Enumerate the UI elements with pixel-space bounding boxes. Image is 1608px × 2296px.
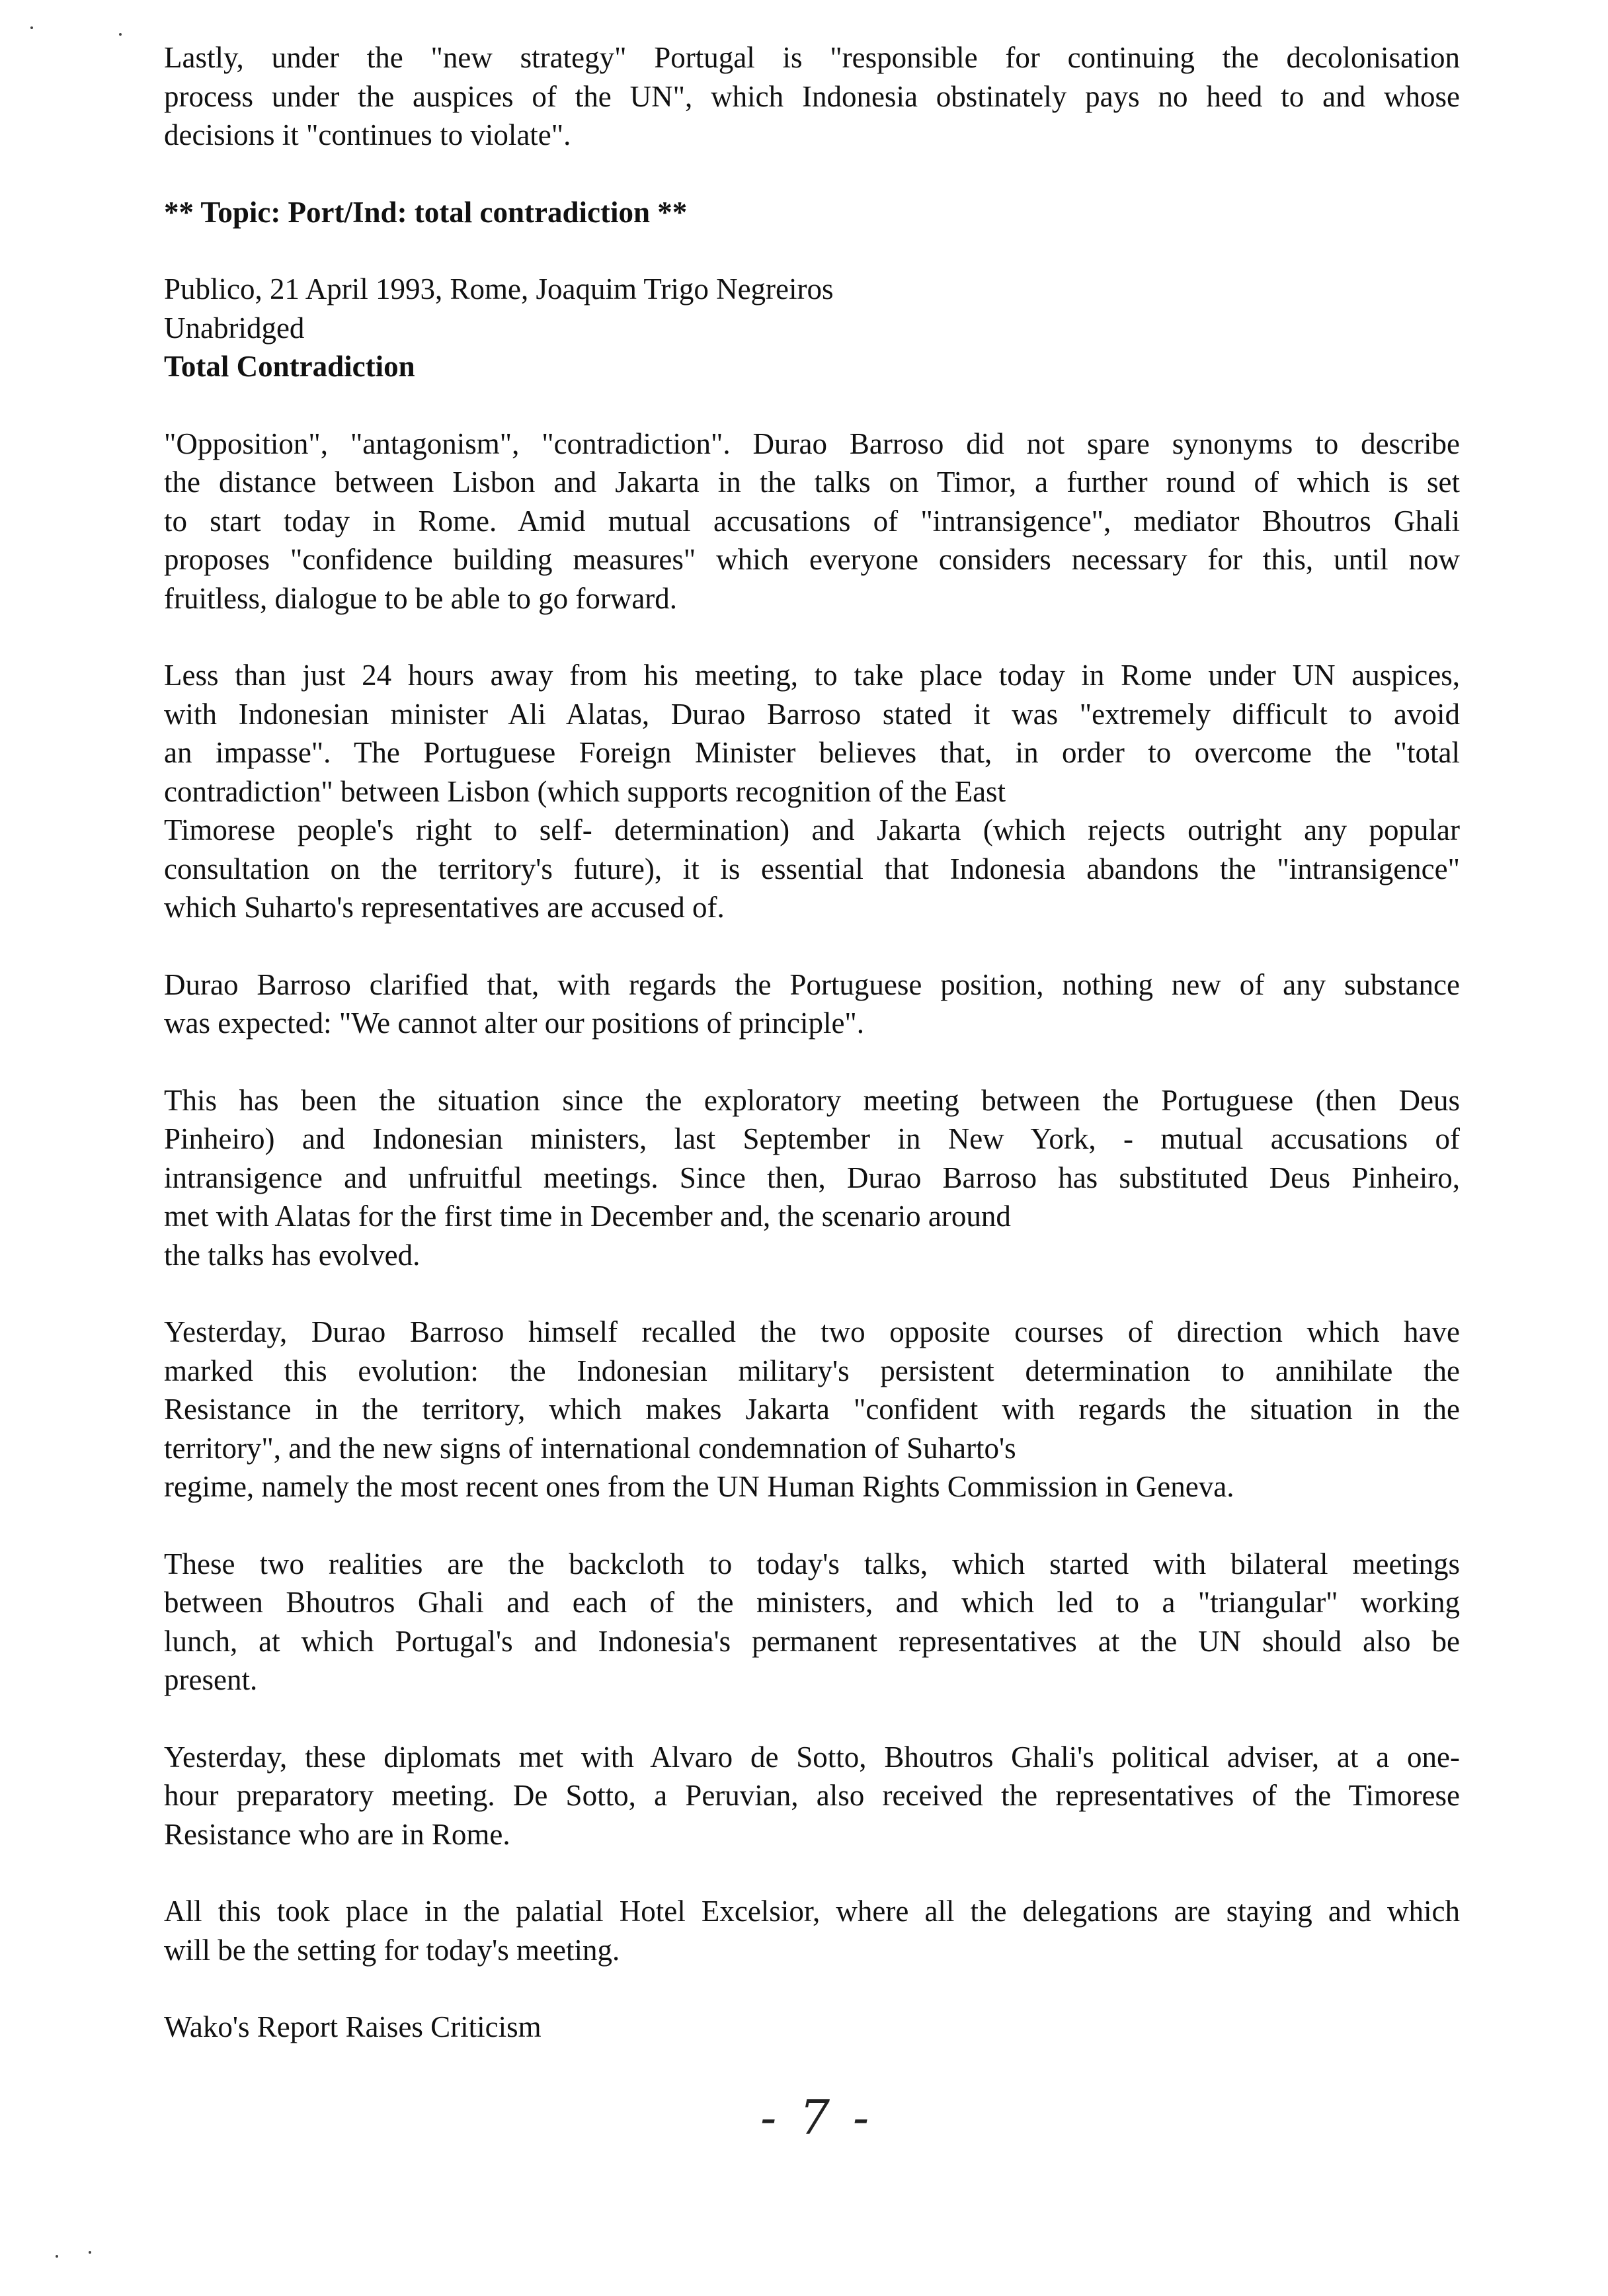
scan-speck [30, 26, 33, 29]
text-line: lunch, at which Portugal's and Indonesia's permanent representatives at the UN should also be [164, 1624, 1460, 1658]
text-line: marked this evolution: the Indonesian military's persistent determination to annihilate the [164, 1354, 1460, 1387]
text-line: decisions it "continues to violate". [164, 118, 571, 151]
text-line: Resistance in the territory, which makes Jakarta "confident with regards the situation in the [164, 1393, 1460, 1426]
source-note: Unabridged [164, 311, 305, 345]
text-line: was expected: "We cannot alter our positions of principle". [164, 1006, 865, 1040]
intro-paragraph [164, 38, 1460, 155]
document-page [164, 38, 1460, 2085]
page-number: - 7 - [760, 2090, 873, 2145]
text-line: Yesterday, Durao Barroso himself recalled the two opposite courses of direction which have [164, 1315, 1460, 1348]
text-line: the talks has evolved. [164, 1238, 421, 1272]
text-line: to start today in Rome. Amid mutual accusations of "intransigence", mediator Bhoutros Ghali [164, 504, 1460, 538]
text-line: proposes "confidence building measures" which everyone considers necessary for this, until now [164, 543, 1460, 576]
text-line: fruitless, dialogue to be able to go forward. [164, 581, 678, 615]
text-line: will be the setting for today's meeting. [164, 1933, 620, 1967]
text-line: contradiction" between Lisbon (which supports recognition of the East [164, 774, 1006, 808]
text-line: "Opposition", "antagonism", "contradiction". Durao Barroso did not spare synonyms to describe [164, 427, 1460, 460]
text-line: present. [164, 1663, 258, 1696]
text-line: Yesterday, these diplomats met with Alvaro de Sotto, Bhoutros Ghali's political adviser, at a one- [164, 1740, 1460, 1774]
scan-speck [89, 2251, 91, 2254]
text-line: consultation on the territory's future), it is essential that Indonesia abandons the "intransigence" [164, 852, 1460, 885]
source-line: Publico, 21 April 1993, Rome, Joaquim Trigo Negreiros [164, 272, 834, 306]
topic-heading: ** Topic: Port/Ind: total contradiction ** [164, 195, 688, 229]
text-line: between Bhoutros Ghali and each of the ministers, and which led to a "triangular" working [164, 1586, 1460, 1619]
article-source [164, 270, 1460, 386]
paragraph-2 [164, 656, 1460, 927]
article-headline: Total Contradiction [164, 350, 415, 383]
text-line: which Suharto's representatives are accused of. [164, 891, 725, 924]
text-line: Less than just 24 hours away from his meeting, to take place today in Rome under UN auspices, [164, 659, 1460, 692]
text-line: intransigence and unfruitful meetings. Since then, Durao Barroso has substituted Deus Pinheiro, [164, 1161, 1460, 1194]
text-line: met with Alatas for the first time in December and, the scenario around [164, 1200, 1011, 1233]
text-line: This has been the situation since the exploratory meeting between the Portuguese (then Deus [164, 1083, 1460, 1117]
paragraph-8 [164, 1892, 1460, 1969]
text-line: process under the auspices of the UN", which Indonesia obstinately pays no heed to and whose [164, 79, 1460, 113]
scan-speck [119, 33, 122, 36]
paragraph-3 [164, 965, 1460, 1043]
paragraph-6 [164, 1545, 1460, 1700]
text-line: These two realities are the backcloth to today's talks, which started with bilateral meetings [164, 1547, 1460, 1580]
scan-speck [56, 2255, 58, 2258]
text-line: Timorese people's right to self- determination) and Jakarta (which rejects outright any popular [164, 813, 1460, 846]
text-line: All this took place in the palatial Hotel Excelsior, where all the delegations are staying and which [164, 1895, 1460, 1928]
text-line: Durao Barroso clarified that, with regards the Portuguese position, nothing new of any substance [164, 967, 1460, 1001]
text-line: territory", and the new signs of international condemnation of Suharto's [164, 1431, 1016, 1465]
text-line: Wako's Report Raises Criticism [164, 2010, 542, 2043]
text-line: Lastly, under the "new strategy" Portugal is "responsible for continuing the decolonisation [164, 41, 1460, 74]
text-line: Resistance who are in Rome. [164, 1817, 510, 1851]
paragraph-1 [164, 425, 1460, 618]
text-line: an impasse". The Portuguese Foreign Minister believes that, in order to overcome the "total [164, 736, 1460, 769]
paragraph-7 [164, 1738, 1460, 1854]
paragraph-5 [164, 1313, 1460, 1506]
text-line: with Indonesian minister Ali Alatas, Durao Barroso stated it was "extremely difficult to avoid [164, 697, 1460, 731]
text-line: Pinheiro) and Indonesian ministers, last September in New York, - mutual accusations of [164, 1122, 1460, 1155]
text-line: regime, namely the most recent ones from the UN Human Rights Commission in Geneva. [164, 1470, 1234, 1503]
text-line: the distance between Lisbon and Jakarta in the talks on Timor, a further round of which is set [164, 466, 1460, 499]
text-line: hour preparatory meeting. De Sotto, a Peruvian, also received the representatives of the Timorese [164, 1779, 1460, 1812]
paragraph-4 [164, 1081, 1460, 1275]
subheading-paragraph [164, 2008, 1460, 2047]
